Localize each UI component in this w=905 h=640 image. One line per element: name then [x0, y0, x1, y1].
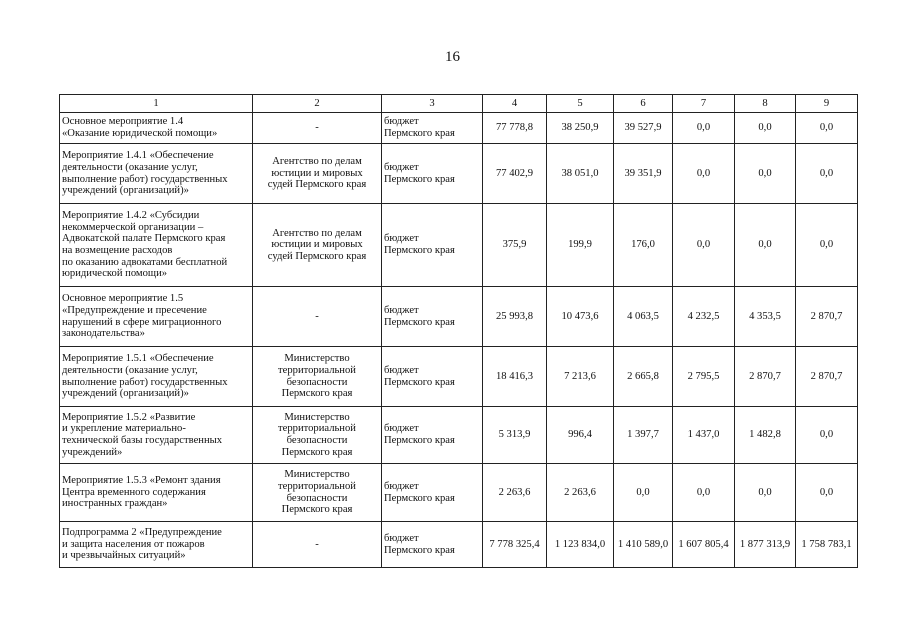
amount-cell: 0,0 — [673, 113, 735, 144]
table-row — [60, 464, 858, 522]
amount-cell: 7 213,6 — [547, 347, 614, 407]
activity-name-cell: Мероприятие 1.4.2 «Субсидии некоммерческой организации – Адвокатской палате Пермского края на возмещение расходов по оказанию адвокатами бесплатной юридической помощи» — [60, 204, 253, 287]
table-row — [60, 347, 858, 407]
budget-table — [59, 94, 858, 568]
column-header: 7 — [673, 95, 735, 113]
table-row — [60, 144, 858, 204]
activity-name-cell: Мероприятие 1.5.1 «Обеспечение деятельности (оказание услуг, выполнение работ) государственных учреждений (организаций)» — [60, 347, 253, 407]
amount-cell: 2 870,7 — [796, 287, 858, 347]
amount-cell: 2 870,7 — [796, 347, 858, 407]
amount-cell: 4 232,5 — [673, 287, 735, 347]
column-header: 3 — [382, 95, 483, 113]
amount-cell: 38 051,0 — [547, 144, 614, 204]
executor-cell: - — [253, 522, 382, 568]
amount-cell: 38 250,9 — [547, 113, 614, 144]
activity-name-cell: Мероприятие 1.4.1 «Обеспечение деятельности (оказание услуг, выполнение работ) государственных учреждений (организаций)» — [60, 144, 253, 204]
amount-cell: 25 993,8 — [483, 287, 547, 347]
funding-source-cell: бюджет Пермского края — [382, 144, 483, 204]
funding-source-cell: бюджет Пермского края — [382, 347, 483, 407]
amount-cell: 2 263,6 — [483, 464, 547, 522]
page-number: 16 — [445, 49, 460, 65]
funding-source-cell: бюджет Пермского края — [382, 113, 483, 144]
amount-cell: 2 870,7 — [735, 347, 796, 407]
funding-source-cell: бюджет Пермского края — [382, 204, 483, 287]
amount-cell: 18 416,3 — [483, 347, 547, 407]
table-row — [60, 287, 858, 347]
amount-cell: 1 397,7 — [614, 407, 673, 464]
amount-cell: 39 527,9 — [614, 113, 673, 144]
amount-cell: 0,0 — [735, 113, 796, 144]
funding-source-cell: бюджет Пермского края — [382, 407, 483, 464]
amount-cell: 1 482,8 — [735, 407, 796, 464]
column-header: 4 — [483, 95, 547, 113]
amount-cell: 0,0 — [735, 464, 796, 522]
amount-cell: 1 123 834,0 — [547, 522, 614, 568]
amount-cell: 10 473,6 — [547, 287, 614, 347]
activity-name-cell: Мероприятие 1.5.2 «Развитие и укрепление материально- технической базы государственных учреждений» — [60, 407, 253, 464]
amount-cell: 0,0 — [673, 204, 735, 287]
activity-name-cell: Мероприятие 1.5.3 «Ремонт здания Центра временного содержания иностранных граждан» — [60, 464, 253, 522]
table-row — [60, 113, 858, 144]
amount-cell: 1 758 783,1 — [796, 522, 858, 568]
column-header: 5 — [547, 95, 614, 113]
amount-cell: 0,0 — [735, 144, 796, 204]
funding-source-cell: бюджет Пермского края — [382, 522, 483, 568]
amount-cell: 1 437,0 — [673, 407, 735, 464]
table-row — [60, 204, 858, 287]
column-header: 1 — [60, 95, 253, 113]
amount-cell: 2 665,8 — [614, 347, 673, 407]
executor-cell: Министерство территориальной безопасности Пермского края — [253, 464, 382, 522]
amount-cell: 1 877 313,9 — [735, 522, 796, 568]
amount-cell: 0,0 — [673, 144, 735, 204]
amount-cell: 2 263,6 — [547, 464, 614, 522]
amount-cell: 1 410 589,0 — [614, 522, 673, 568]
executor-cell: Министерство территориальной безопасности Пермского края — [253, 407, 382, 464]
amount-cell: 0,0 — [614, 464, 673, 522]
amount-cell: 0,0 — [796, 204, 858, 287]
executor-cell: - — [253, 113, 382, 144]
column-header: 2 — [253, 95, 382, 113]
amount-cell: 996,4 — [547, 407, 614, 464]
amount-cell: 7 778 325,4 — [483, 522, 547, 568]
amount-cell: 39 351,9 — [614, 144, 673, 204]
column-header: 9 — [796, 95, 858, 113]
funding-source-cell: бюджет Пермского края — [382, 287, 483, 347]
amount-cell: 0,0 — [796, 464, 858, 522]
executor-cell: Агентство по делам юстиции и мировых судей Пермского края — [253, 144, 382, 204]
amount-cell: 0,0 — [673, 464, 735, 522]
column-header: 8 — [735, 95, 796, 113]
activity-name-cell: Основное мероприятие 1.4 «Оказание юридической помощи» — [60, 113, 253, 144]
executor-cell: - — [253, 287, 382, 347]
amount-cell: 176,0 — [614, 204, 673, 287]
amount-cell: 0,0 — [796, 113, 858, 144]
table-header-row — [60, 95, 858, 113]
amount-cell: 5 313,9 — [483, 407, 547, 464]
amount-cell: 0,0 — [735, 204, 796, 287]
amount-cell: 4 353,5 — [735, 287, 796, 347]
table-row — [60, 522, 858, 568]
table-row — [60, 407, 858, 464]
column-header: 6 — [614, 95, 673, 113]
amount-cell: 199,9 — [547, 204, 614, 287]
funding-source-cell: бюджет Пермского края — [382, 464, 483, 522]
amount-cell: 375,9 — [483, 204, 547, 287]
amount-cell: 77 402,9 — [483, 144, 547, 204]
amount-cell: 0,0 — [796, 144, 858, 204]
amount-cell: 77 778,8 — [483, 113, 547, 144]
executor-cell: Агентство по делам юстиции и мировых судей Пермского края — [253, 204, 382, 287]
amount-cell: 4 063,5 — [614, 287, 673, 347]
table-body — [60, 113, 858, 568]
amount-cell: 2 795,5 — [673, 347, 735, 407]
activity-name-cell: Подпрограмма 2 «Предупреждение и защита населения от пожаров и чрезвычайных ситуаций» — [60, 522, 253, 568]
amount-cell: 1 607 805,4 — [673, 522, 735, 568]
activity-name-cell: Основное мероприятие 1.5 «Предупреждение и пресечение нарушений в сфере миграционного законодательства» — [60, 287, 253, 347]
amount-cell: 0,0 — [796, 407, 858, 464]
executor-cell: Министерство территориальной безопасности Пермского края — [253, 347, 382, 407]
